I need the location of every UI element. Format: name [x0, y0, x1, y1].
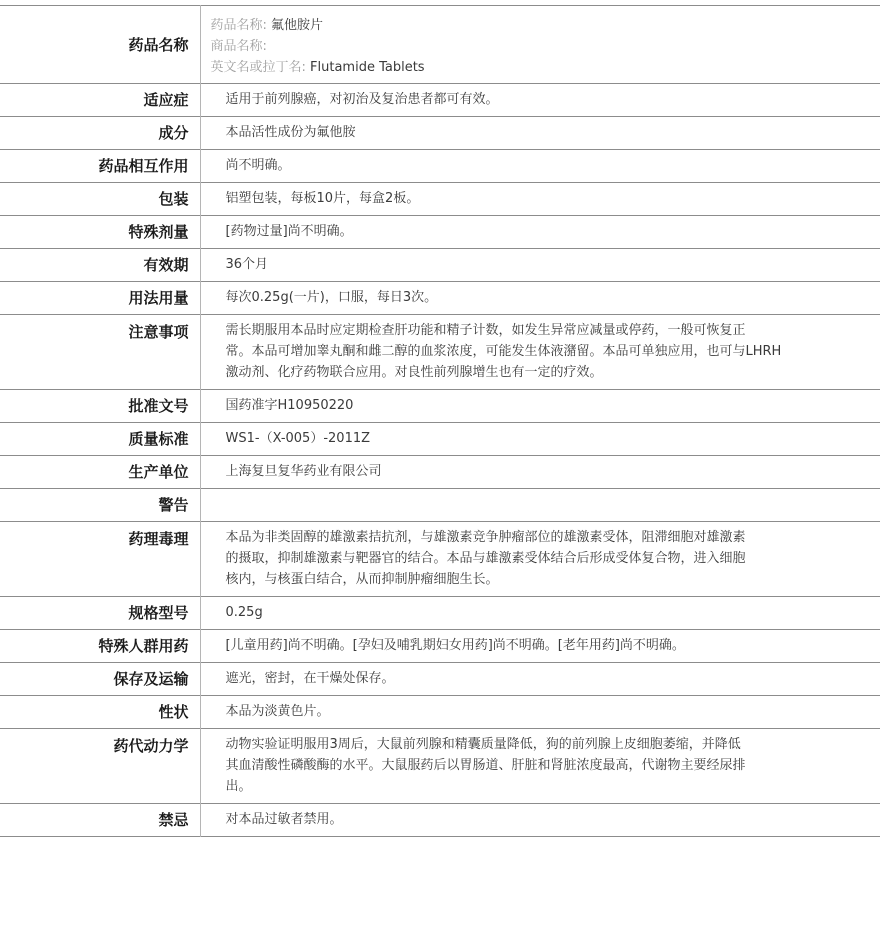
row-label: 有效期 — [0, 249, 200, 282]
row-value-line: 出。 — [225, 779, 252, 794]
generic-name-key: 药品名称: — [210, 18, 267, 33]
row-label: 成分 — [0, 117, 200, 150]
spec-row — [0, 117, 880, 150]
row-value: 上海复旦复华药业有限公司 — [225, 464, 382, 479]
row-label: 包装 — [0, 183, 200, 216]
spec-row — [0, 456, 880, 489]
spec-row — [0, 489, 880, 522]
row-label: 特殊剂量 — [0, 216, 200, 249]
row-value — [200, 489, 880, 522]
row-value: 0.25g — [225, 605, 263, 620]
trade-name-key: 商品名称: — [210, 39, 267, 54]
spec-row — [0, 150, 880, 183]
row-value: WS1-（X-005）-2011Z — [225, 431, 371, 446]
spec-row — [0, 183, 880, 216]
row-value-line: 动物实验证明服用3周后，大鼠前列腺和精囊质量降低，狗的前列腺上皮细胞萎缩，并降低 — [225, 737, 741, 752]
row-value: 本品活性成份为氟他胺 — [225, 125, 356, 140]
row-value: 铝塑包装，每板10片，每盒2板。 — [225, 191, 420, 206]
row-label: 质量标准 — [0, 423, 200, 456]
spec-row — [0, 315, 880, 390]
english-name-line — [211, 57, 841, 78]
drug-name-values — [200, 6, 880, 84]
spec-row — [0, 630, 880, 663]
row-value: 遮光，密封，在干燥处保存。 — [225, 671, 395, 686]
row-label: 规格型号 — [0, 597, 200, 630]
row-label: 警告 — [0, 489, 200, 522]
row-label: 性状 — [0, 696, 200, 729]
row-value: 尚不明确。 — [225, 158, 291, 173]
row-value: [药物过量]尚不明确。 — [225, 224, 353, 239]
row-label: 生产单位 — [0, 456, 200, 489]
spec-row — [0, 597, 880, 630]
spec-row — [0, 216, 880, 249]
row-label: 药代动力学 — [0, 729, 200, 804]
row-label: 批准文号 — [0, 390, 200, 423]
row-value — [200, 522, 880, 597]
row-value-line: 激动剂、化疗药物联合应用。对良性前列腺增生也有一定的疗效。 — [225, 365, 603, 380]
row-value-line: 的摄取，抑制雄激素与靶器官的结合。本品与雄激素受体结合后形成受体复合物，进入细胞 — [225, 551, 746, 566]
row-label: 药品名称 — [0, 6, 200, 84]
trade-name-line — [211, 36, 841, 57]
row-value: 每次0.25g(一片)，口服，每日3次。 — [225, 290, 438, 305]
row-value-line: 常。本品可增加睾丸酮和雌二醇的血浆浓度，可能发生体液潴留。本品可单独应用，也可与LHRH — [225, 344, 782, 359]
row-drug-name — [0, 6, 880, 84]
generic-name-line — [211, 15, 841, 36]
spec-row — [0, 696, 880, 729]
drug-spec-body — [0, 6, 880, 837]
spec-row — [0, 729, 880, 804]
spec-row — [0, 423, 880, 456]
spec-row — [0, 282, 880, 315]
row-value: 国药准字H10950220 — [225, 398, 354, 413]
generic-name-value: 氟他胺片 — [271, 18, 324, 33]
row-value: [儿童用药]尚不明确。[孕妇及哺乳期妇女用药]尚不明确。[老年用药]尚不明确。 — [225, 638, 685, 653]
row-value-line: 核内，与核蛋白结合，从而抑制肿瘤细胞生长。 — [225, 572, 499, 587]
row-value-line: 其血清酸性磷酸酶的水平。大鼠服药后以胃肠道、肝脏和肾脏浓度最高，代谢物主要经尿排 — [225, 758, 746, 773]
spec-row — [0, 84, 880, 117]
spec-row — [0, 390, 880, 423]
english-name-value: Flutamide Tablets — [310, 60, 425, 75]
row-value: 对本品过敏者禁用。 — [225, 812, 343, 827]
row-value — [200, 729, 880, 804]
spec-row — [0, 663, 880, 696]
row-value-line: 需长期服用本品时应定期检查肝功能和精子计数，如发生异常应减量或停药，一般可恢复正 — [225, 323, 746, 338]
row-value — [200, 315, 880, 390]
row-label: 注意事项 — [0, 315, 200, 390]
spec-row — [0, 249, 880, 282]
row-label: 禁忌 — [0, 804, 200, 837]
row-label: 特殊人群用药 — [0, 630, 200, 663]
spec-row — [0, 522, 880, 597]
row-value: 本品为淡黄色片。 — [225, 704, 330, 719]
row-value: 36个月 — [225, 257, 269, 272]
row-value: 适用于前列腺癌，对初治及复治患者都可有效。 — [225, 92, 499, 107]
row-label: 药品相互作用 — [0, 150, 200, 183]
row-label: 用法用量 — [0, 282, 200, 315]
row-label: 药理毒理 — [0, 522, 200, 597]
spec-row — [0, 804, 880, 837]
row-value-line: 本品为非类固醇的雄激素拮抗剂，与雄激素竞争肿瘤部位的雄激素受体，阻滞细胞对雄激素 — [225, 530, 746, 545]
drug-spec-table — [0, 5, 880, 837]
row-label: 适应症 — [0, 84, 200, 117]
row-label: 保存及运输 — [0, 663, 200, 696]
english-name-key: 英文名或拉丁名: — [210, 60, 306, 75]
